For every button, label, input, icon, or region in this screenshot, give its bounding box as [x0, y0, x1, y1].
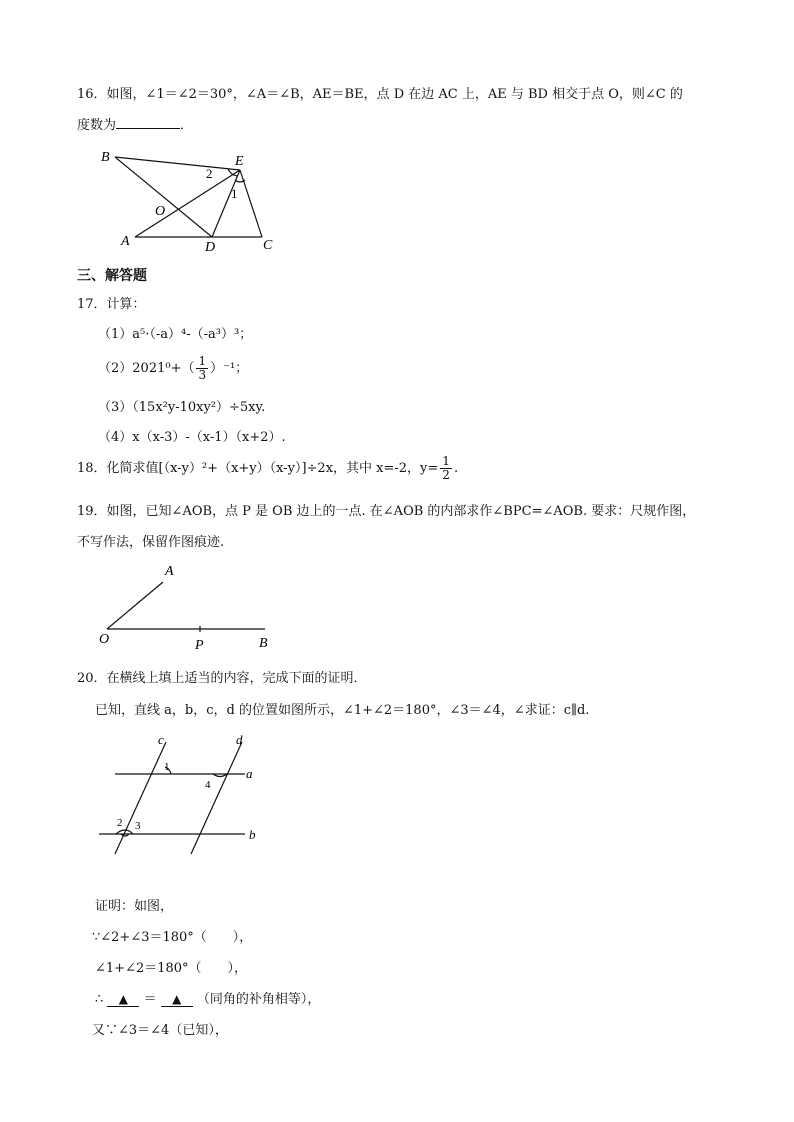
- q16-line2: [77, 114, 193, 133]
- q16-angle-2: 2: [206, 166, 213, 181]
- q18-text-pre: 化简求值[（x-y）²+（x+y）（x-y）]÷2x，其中 x=-2，y=: [106, 461, 439, 476]
- q16-label-B: B: [101, 150, 110, 165]
- q16-angle-1: 1: [231, 186, 238, 201]
- q20-therefore: ∴: [95, 992, 104, 1007]
- q16-label-D: D: [205, 240, 216, 255]
- q20-proof-line2: ∠1+∠2＝180°（ ），: [95, 961, 248, 976]
- q20-proof-line4: 又∵∠3＝∠4（已知），: [92, 1023, 228, 1038]
- q19-label-A: A: [165, 564, 174, 579]
- q19-label-P: P: [195, 638, 204, 653]
- q19-text-a: 如图，已知∠AOB，点 P 是 OB 边上的一点. 在∠AOB 的内部求作∠BPC=∠AOB. 要求：尺规作图，: [106, 504, 696, 519]
- q16-label-A: A: [121, 234, 130, 249]
- q16-text-a: 如图，∠1＝∠2＝30°，∠A＝∠B，AE＝BE，点 D 在边 AC 上，AE 与 BD 相交于点 O，则∠C 的: [106, 87, 683, 102]
- q19-label-O: O: [99, 632, 110, 647]
- q17-fraction-denominator: 3: [198, 368, 207, 382]
- q19-figure: [95, 557, 285, 653]
- q17-part2-fraction: [196, 355, 208, 382]
- q20-number: 20．: [77, 671, 107, 686]
- q19-number: 19．: [77, 504, 107, 519]
- q20-blank-2[interactable]: ▲: [161, 992, 193, 1007]
- q20-label-d: d: [236, 732, 243, 747]
- q17-part2-post: ）⁻¹；: [210, 361, 249, 376]
- q18-fraction-numerator: 1: [442, 454, 450, 468]
- q20-label-c: c: [158, 732, 164, 747]
- q18-number: 18．: [77, 461, 107, 476]
- q17-part2-pre: （2）2021⁰+（: [98, 361, 195, 376]
- q16-answer-blank[interactable]: [116, 116, 180, 129]
- q17-text: 计算：: [106, 297, 146, 312]
- q20-figure: [95, 728, 265, 858]
- q18-line: [77, 455, 458, 482]
- q16-figure: [95, 145, 285, 257]
- q19-line2: 不写作法，保留作图痕迹.: [77, 535, 225, 550]
- q19-label-B: B: [259, 636, 268, 651]
- q20-label-b: b: [249, 827, 256, 842]
- q16-text-b: 度数为: [77, 118, 117, 133]
- q18-fraction: [440, 455, 452, 482]
- q20-angle-1: 1: [164, 761, 170, 773]
- q16-line1: [77, 83, 683, 102]
- q17-part4: （4）x（x-3）-（x-1）（x+2）.: [98, 430, 286, 445]
- q17-header: [77, 293, 146, 312]
- q20-line3-reason: （同角的补角相等），: [196, 992, 321, 1007]
- q20-line1: [77, 667, 367, 686]
- q20-angle-3: 3: [135, 820, 141, 832]
- q16-label-E: E: [235, 154, 244, 169]
- q20-label-a: a: [246, 766, 253, 781]
- q18-fraction-denominator: 2: [442, 468, 450, 482]
- q20-given: 已知，直线 a，b，c，d 的位置如图所示，∠1+∠2＝180°，∠3＝∠4，∠求证：c∥d.: [95, 703, 590, 718]
- q17-part2: [98, 355, 248, 382]
- q17-fraction-numerator: 1: [198, 354, 207, 368]
- q20-angle-4: 4: [205, 779, 211, 791]
- q20-angle-2: 2: [117, 817, 123, 829]
- q16-text-c: ．: [180, 118, 194, 133]
- q16-label-C: C: [263, 238, 273, 253]
- q20-equals: ＝: [143, 992, 157, 1007]
- q17-part1: （1）a⁵·（-a）⁴-（-a³）³；: [98, 327, 253, 342]
- q20-blank-1[interactable]: ▲: [107, 992, 139, 1007]
- q20-proof-title: 证明：如图，: [95, 899, 174, 914]
- q17-part3: （3）（15x²y-10xy²）÷5xy.: [98, 400, 266, 415]
- q18-text-post: .: [453, 461, 459, 476]
- q16-label-O: O: [155, 204, 166, 219]
- section3-title: 三、解答题: [77, 268, 147, 284]
- q16-number: 16．: [77, 87, 107, 102]
- q20-proof-line1: ∵∠2+∠3＝180°（ ），: [92, 930, 253, 945]
- q19-line1: [77, 500, 695, 519]
- q20-proof-line3: [95, 988, 320, 1007]
- q20-text: 在横线上填上适当的内容，完成下面的证明．: [106, 671, 367, 686]
- q17-number: 17．: [77, 297, 107, 312]
